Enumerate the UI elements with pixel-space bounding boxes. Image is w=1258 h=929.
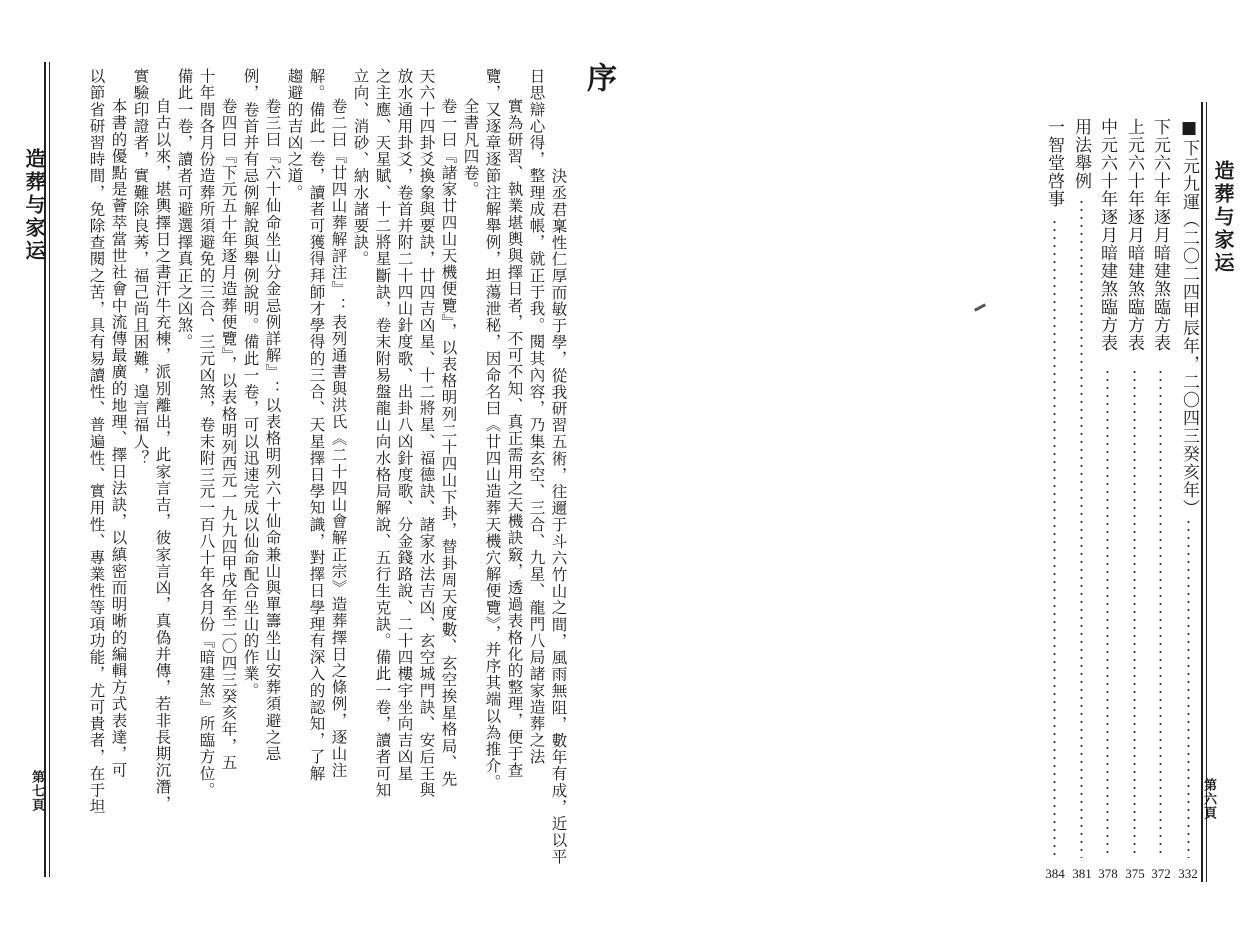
toc-entry: 一智堂啓事 [1044,118,1064,208]
toc-entry: 下元六十年逐月暗建煞臨方表 [1150,118,1170,352]
page-number: 第七頁 [29,770,44,812]
text-column: 備此一卷，讀者可避選擇真正之凶煞。 [175,68,194,351]
preface-heading: 序 [581,62,616,92]
toc-page-number: 384 [1045,866,1065,881]
text-column: 決丞君稟性仁厚而敏于學，從我研習五術，往邇于斗六竹山之間，風雨無阻，數年有成，近以平 [549,168,568,866]
toc-page-number: 372 [1151,866,1171,881]
toc-leader [1159,368,1162,858]
text-column: 以節省研習時間，免除查閱之苦，具有易讀性、普遍性、實用性、專業性等項功能，尤可貴者，在于坦 [87,68,106,815]
running-title: 造葬与家运 [1211,160,1235,275]
toc-entry: 用法舉例 [1071,118,1091,190]
toc-page-number: 381 [1072,866,1092,881]
text-column: 例，卷首并有忌例解說與舉例說明。備此一卷，可以迅速完成以仙命配合坐山的作業。 [241,68,260,699]
page-number: 第六頁 [1201,778,1216,820]
text-column: 解。備此一卷，讀者可獲得拜師才學得的三合、天星擇日學知識，對擇日學理有深入的認知，了解 [307,68,326,782]
text-column: 放水通用卦爻，卷首并附二十四山針度歌、出卦八凶針度歌、分金錢路說、二十四樓宇坐向吉凶星 [395,68,414,782]
text-column: 本書的優點是薈萃當世社會中流傳最廣的地理、擇日法訣，以縝密而明晰的編輯方式表達，可 [109,98,128,779]
text-column: 自古以來，堪輿擇日之書汗牛充棟，派別離出，此家言吉，彼家言凶，真偽并傳，若非長期沉潛， [153,98,172,812]
text-column: 卷二曰『廿四山葬解評注』：表列通書與洪氏《二十四山會解正宗》造葬擇日之條例，逐山注 [329,98,348,779]
toc-page-number: 375 [1125,866,1145,881]
text-column: 實驗印證者，實難除良莠，福己尚且困難，遑言福人？ [131,68,150,467]
toc-page-number: 378 [1098,866,1118,881]
toc-entry: 中元六十年逐月暗建煞臨方表 [1097,118,1117,352]
text-column: 卷四曰『下元五十年逐月造葬便覽』，以表格明列西元一九九四甲戌年至二〇四三癸亥年，五 [219,98,238,771]
text-column: 立向、消砂、納水諸要訣。 [351,68,370,268]
toc-entry: 上元六十年逐月暗建煞臨方表 [1124,118,1144,352]
text-column: 日思辯心得，整理成帳，就正于我。閱其內容，乃集玄空、三合、九星、龍門八局諸家造葬之法 [527,68,546,766]
right-page-rule-inner [1206,102,1207,882]
scan-mark [974,303,986,311]
toc-leader [1106,368,1109,858]
text-column: 卷一曰『諸家廿四山天機便覽』，以表格明列二十四山下卦，替卦周天度數、玄空挨星格局、先 [439,98,458,788]
text-column: 十年間各月份造葬所須避免的三合、三元凶煞，卷末附三元一百八十年各月份『暗建煞』所臨方位。 [197,68,216,799]
left-page-rule-inner [49,62,50,877]
right-page [629,0,1258,929]
text-column: 全書凡四卷。 [461,98,480,198]
text-column: 趨避的吉凶之道。 [285,68,304,201]
text-column: 覽，又逐章逐節注解舉例，坦蕩泄秘，因命名曰《廿四山造葬天機穴解便覽》，并序其端以為推介。 [483,68,502,791]
right-page-rule-outer [1201,102,1203,882]
toc-leader [1133,368,1136,858]
toc-page-number: 332 [1178,866,1198,881]
toc-leader [1053,218,1056,858]
toc-entry: ■下元九運（二〇二四甲辰年，二〇四三癸亥年） [1179,118,1199,517]
text-column: 天六十四卦爻換象與要訣，廿四吉凶星、十二將星、福德訣、諸家水法吉凶、玄空城門訣、安后王與 [417,68,436,799]
text-column: 卷三曰『六十仙命坐山分金忌例詳解』：以表格明列六十仙命兼山與單籌坐山安葬須避之忌 [263,98,282,762]
running-title: 造葬与家运 [22,148,46,263]
toc-leader [1187,518,1190,858]
text-column: 之主應、天星賦、十二將星斷訣，卷末附易盤龍山向水格局解說、五行生克訣。備此一卷，讀者可知 [373,68,392,799]
text-column: 實為研習、執業堪輿與擇日者，不可不知、真正需用之天機訣竅，透過表格化的整理，便于查 [505,98,524,779]
toc-leader [1080,198,1083,858]
